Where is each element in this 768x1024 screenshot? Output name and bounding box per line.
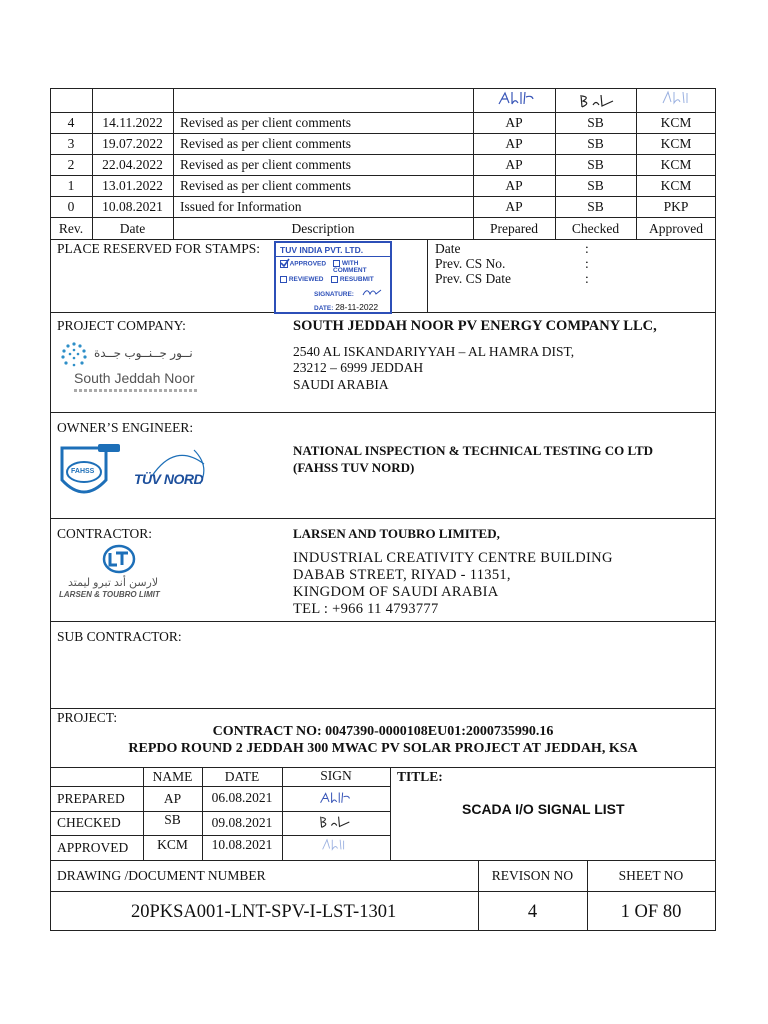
approval-stamp [274,241,392,314]
signoff-date-prepared: 06.08.2021 [211,790,273,805]
rev-prepared: AP [505,157,523,172]
rev-approved: KCM [660,157,692,172]
rev-checked: SB [587,157,604,172]
fahss-logo [56,438,124,504]
rev-date: 13.01.2022 [102,178,163,193]
signoff-date-checked: 09.08.2021 [211,815,273,830]
fahss-text: FAHSS [71,468,95,475]
rev-header-prepared: Prepared [490,221,538,236]
dotted-sun-icon [58,340,90,372]
rev-approved: KCM [660,178,692,193]
approved-sign-icon [320,837,348,853]
project-company-address-2: 23212 – 6999 JEDDAH [293,360,424,375]
rev-checked: SB [587,178,604,193]
project-company-address-3: SAUDI ARABIA [293,377,389,392]
owners-engineer-label: OWNER’S ENGINEER: [57,420,194,435]
stamp-signature-label: SIGNATURE: [314,291,354,298]
lt-emblem-icon [102,544,136,574]
stamp-signature-icon [361,286,383,298]
project-label: PROJECT: [57,710,118,725]
stamps-date-colon: : [585,241,589,256]
project-company-label: PROJECT COMPANY: [57,318,186,333]
document-title: SCADA I/O SIGNAL LIST [462,801,625,817]
rev-checked: SB [587,115,604,130]
logo-text: South Jeddah Noor [74,370,195,386]
stamps-cs-no-colon: : [585,256,589,271]
signoff-name-approved: KCM [157,837,188,852]
rev-checked: SB [587,199,604,214]
checked-box-icon [280,260,288,268]
signoff-header-sign: SIGN [320,768,352,783]
rev-prepared: AP [505,115,523,130]
contractor-address-2: DABAB STREET, RIYAD - 11351, [293,567,511,583]
stamp-date: DATE: 28-11-2022 [314,302,379,312]
document-number: 20PKSA001-LNT-SPV-I-LST-1301 [131,902,397,922]
project-name: REPDO ROUND 2 JEDDAH 300 MWAC PV SOLAR PROJECT AT JEDDAH, KSA [128,741,638,756]
contractor-address-1: INDUSTRIAL CREATIVITY CENTRE BUILDING [293,550,613,566]
lt-arabic-text: لارسن أند تبرو ليمتد [68,577,159,589]
checkbox-icon [331,276,338,283]
signoff-name-prepared: AP [163,791,182,806]
stamp-reviewed-option: REVIEWED [280,276,323,283]
contractor-name: LARSEN AND TOUBRO LIMITED, [293,526,500,541]
contractor-address-3: KINGDOM OF SAUDI ARABIA [293,584,499,600]
approved-signature-icon [660,89,692,107]
project-company-address-1: 2540 AL ISKANDARIYYAH – AL HAMRA DIST, [293,344,575,359]
revision-number: 4 [527,902,538,922]
stamp-with-comment-option: WITH COMMENT [333,260,367,275]
signoff-role-checked: CHECKED [57,815,121,830]
tuv-nord-text: TÜV NORD [134,471,204,487]
stamps-date-label: Date [435,241,461,256]
sub-contractor-label: SUB CONTRACTOR: [57,629,182,644]
stamp-resubmit-option: RESUBMIT [331,276,374,283]
title-label: TITLE: [397,769,443,784]
rev-description: Revised as per client comments [180,178,351,193]
rev-header-approved: Approved [649,221,703,236]
project-contract-number: CONTRACT NO: 0047390-0000108EU01:2000735990.16 [212,724,554,739]
owners-engineer-name-2: (FAHSS TUV NORD) [293,460,415,475]
signoff-role-approved: APPROVED [57,840,129,855]
rev-description: Revised as per client comments [180,157,351,172]
rev-description: Revised as per client comments [180,136,351,151]
rev-description: Issued for Information [180,199,302,214]
rev-number: 4 [67,115,75,130]
rev-description: Revised as per client comments [180,115,351,130]
rev-number: 0 [67,199,75,214]
signoff-name-checked: SB [164,812,181,827]
rev-number: 3 [67,136,75,151]
signoff-date-approved: 10.08.2021 [211,837,273,852]
rev-checked: SB [587,136,604,151]
rev-prepared: AP [505,136,523,151]
rev-date: 10.08.2021 [102,199,163,214]
rev-approved: KCM [660,136,692,151]
checkbox-icon [280,276,287,283]
rev-header-rev: Rev. [58,221,84,236]
signoff-header-name: NAME [152,769,193,784]
checkbox-icon [333,260,340,267]
sheet-number: 1 OF 80 [620,902,682,922]
project-company-name: SOUTH JEDDAH NOOR PV ENERGY COMPANY LLC, [293,318,657,334]
rev-date: 14.11.2022 [102,115,163,130]
contractor-tel: TEL : +966 11 4793777 [293,601,439,617]
rev-header-date: Date [119,221,146,236]
checked-sign-icon [318,813,352,831]
stamps-label: PLACE RESERVED FOR STAMPS: [57,241,261,256]
south-jeddah-noor-logo [56,340,206,400]
prepared-signature-icon [496,89,536,109]
rev-number: 2 [67,157,75,172]
contractor-label: CONTRACTOR: [57,526,153,541]
rev-header-checked: Checked [571,221,620,236]
stamp-company: TUV INDIA PVT. LTD. [280,245,364,255]
revision-number-label: REVISON NO [491,868,574,883]
owners-engineer-name-1: NATIONAL INSPECTION & TECHNICAL TESTING CO LTD [293,443,654,458]
rev-prepared: AP [505,199,523,214]
stamp-approved-option: APPROVED [280,260,326,268]
rev-date: 22.04.2022 [102,157,163,172]
rev-prepared: AP [505,178,523,193]
logo-arabic-text: نــور جــنــوب جــدة [94,346,193,360]
rev-date: 19.07.2022 [102,136,163,151]
stamps-cs-no-label: Prev. CS No. [435,256,506,271]
sheet-number-label: SHEET NO [618,868,684,883]
document-number-label: DRAWING /DOCUMENT NUMBER [57,868,266,883]
prepared-sign-icon [318,789,352,808]
rev-approved: KCM [660,115,692,130]
stamps-cs-date-colon: : [585,271,589,286]
rev-header-description: Description [291,221,355,236]
rev-number: 1 [67,178,75,193]
stamps-cs-date-label: Prev. CS Date [435,271,511,286]
larsen-toubro-logo [56,544,191,600]
rev-approved: PKP [663,199,689,214]
signoff-role-prepared: PREPARED [57,791,125,806]
lt-logo-text: LARSEN & TOUBRO LIMIT [59,590,160,599]
checked-signature-icon [578,91,616,111]
signoff-header-date: DATE [224,769,260,784]
